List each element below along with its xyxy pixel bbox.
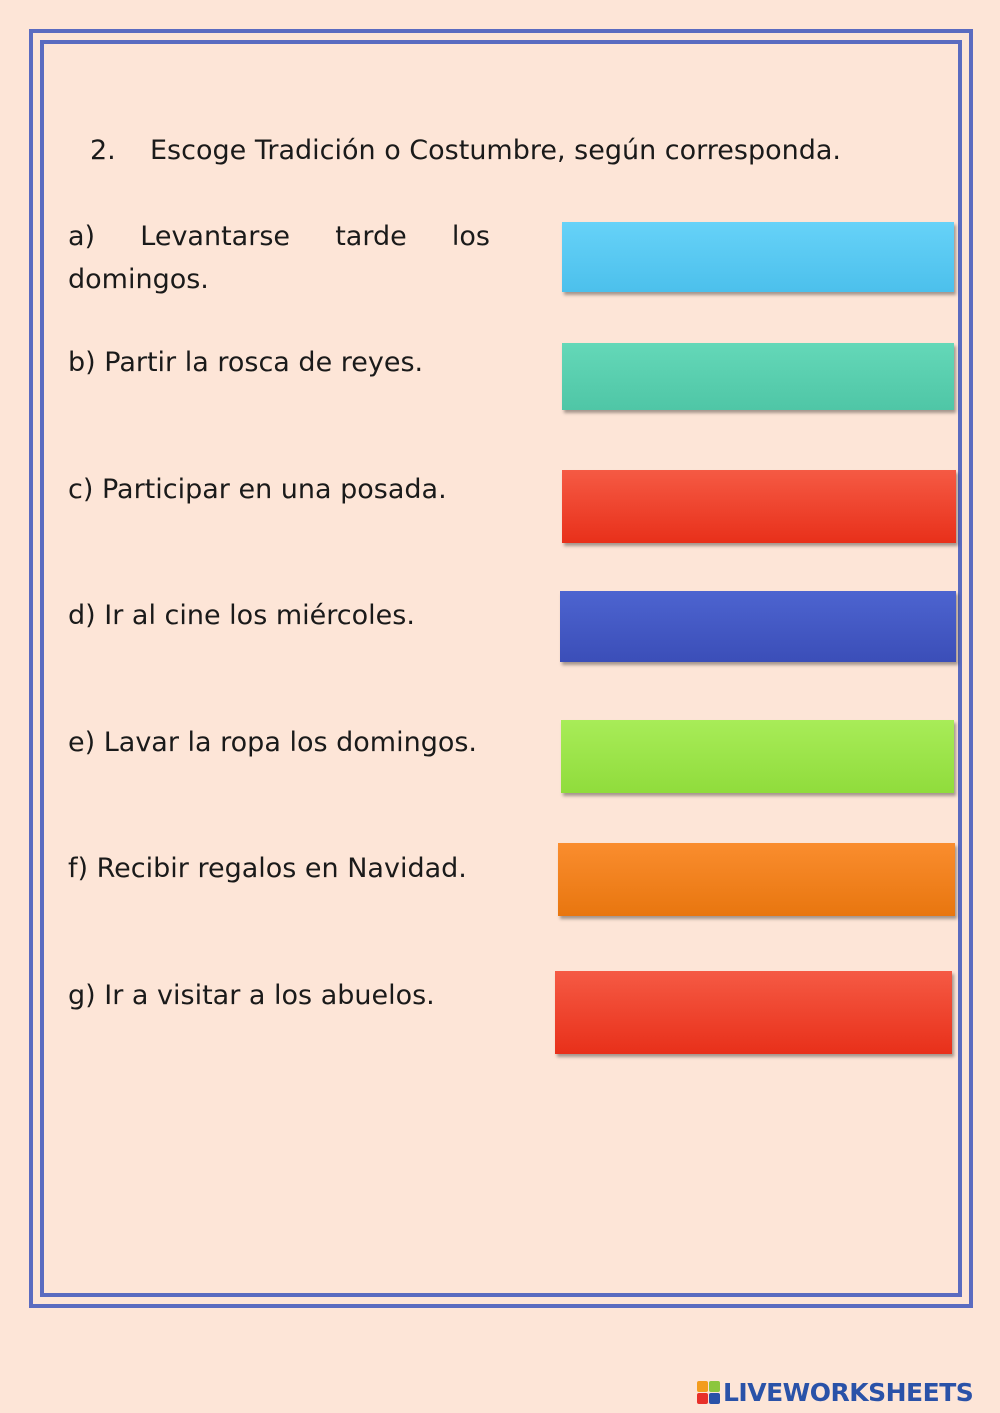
- item-label-a: a) Levantarse tarde los domingos.: [68, 221, 490, 295]
- item-label-d: d) Ir al cine los miércoles.: [68, 600, 415, 631]
- instruction-number: 2.: [90, 135, 116, 166]
- answer-box-a[interactable]: [562, 222, 954, 292]
- answer-box-e[interactable]: [561, 720, 954, 793]
- answer-box-d[interactable]: [560, 591, 956, 662]
- item-label-f: f) Recibir regalos en Navidad.: [68, 853, 467, 884]
- instruction-text: Escoge Tradición o Costumbre, según corresponda.: [150, 135, 841, 166]
- item-label-c: c) Participar en una posada.: [68, 474, 447, 505]
- liveworksheets-brand-text: LIVEWORKSHEETS: [723, 1377, 974, 1407]
- instruction-heading: [90, 135, 841, 166]
- item-label-g: g) Ir a visitar a los abuelos.: [68, 980, 435, 1011]
- liveworksheets-logo: [697, 1374, 973, 1410]
- answer-box-g[interactable]: [555, 971, 952, 1054]
- liveworksheets-logo-icon: [697, 1381, 720, 1404]
- answer-box-c[interactable]: [562, 470, 956, 543]
- answer-box-b[interactable]: [562, 343, 954, 410]
- item-label-e: e) Lavar la ropa los domingos.: [68, 727, 477, 758]
- answer-box-f[interactable]: [558, 843, 955, 916]
- item-label-b: b) Partir la rosca de reyes.: [68, 347, 424, 378]
